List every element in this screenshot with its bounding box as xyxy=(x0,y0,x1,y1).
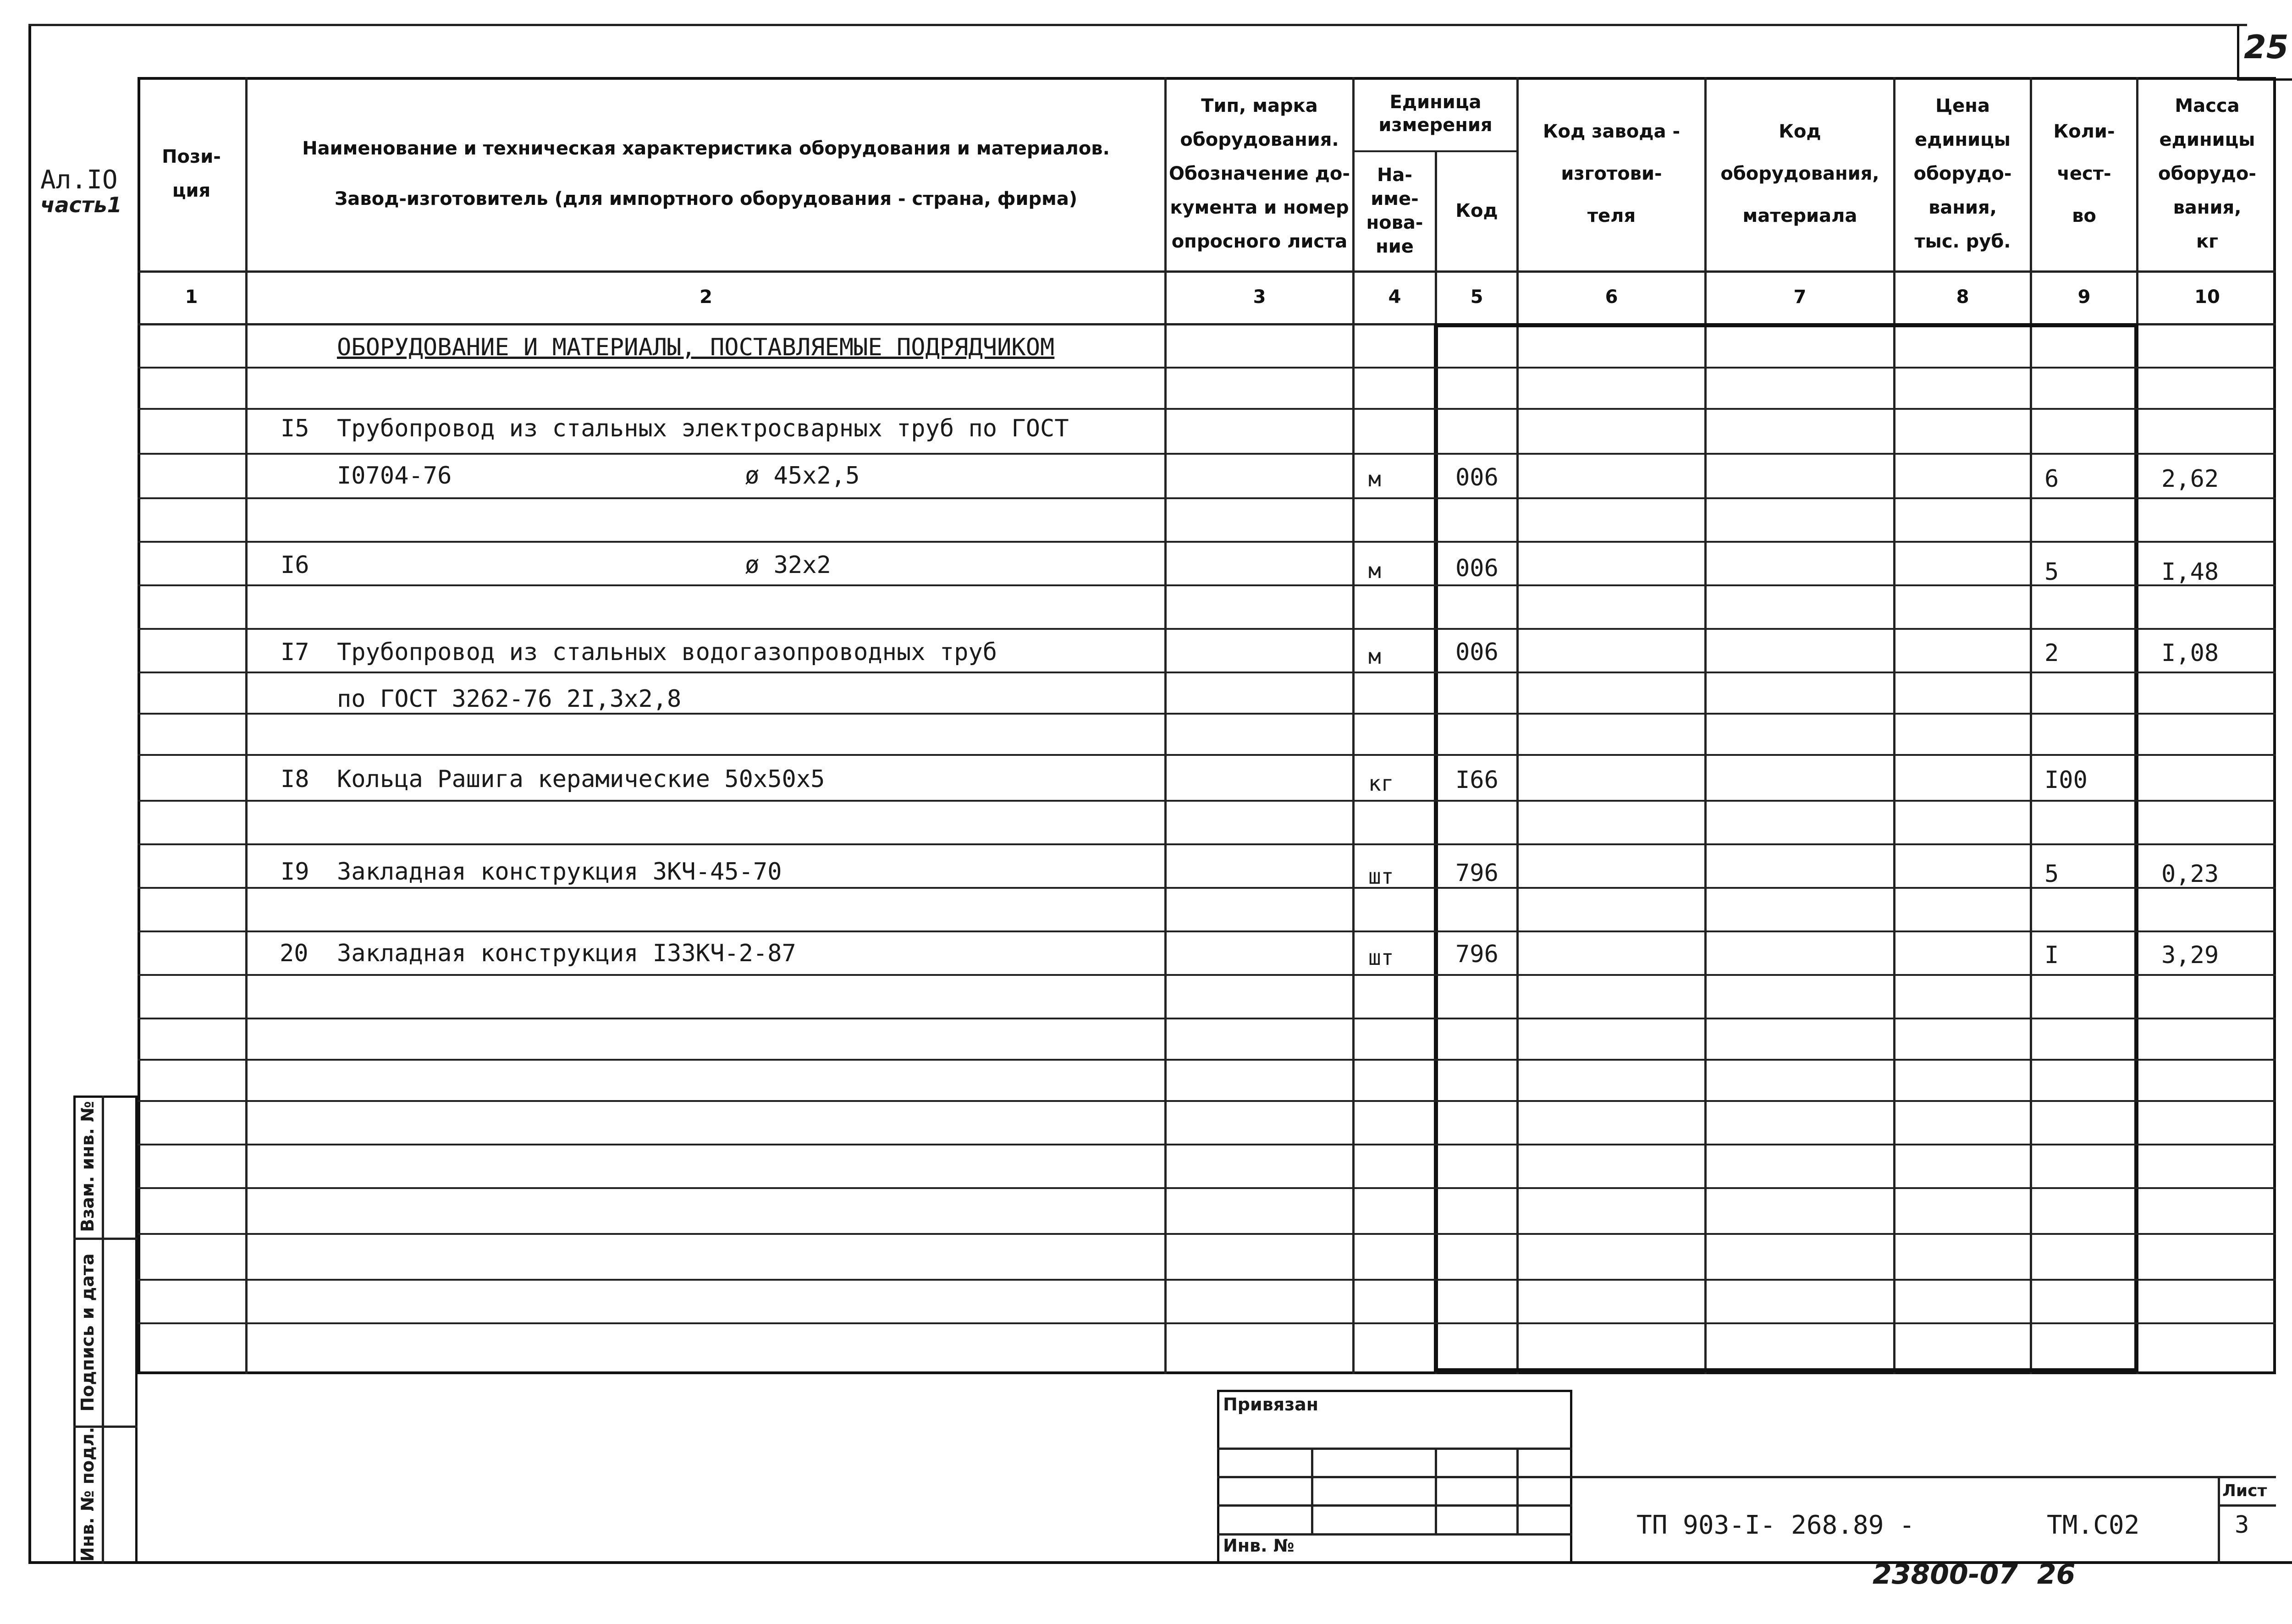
row-i5b-qty: 6 xyxy=(2044,465,2059,493)
header-c5-l1: Код xyxy=(1455,200,1498,221)
header-c10-l3: оборудо- xyxy=(2158,163,2256,184)
row-i6-code: 006 xyxy=(1455,555,1499,582)
row-i7b-name: по ГОСТ 3262-76 2I,3x2,8 xyxy=(337,685,682,713)
section-title: ОБОРУДОВАНИЕ И МАТЕРИАЛЫ, ПОСТАВЛЯЕМЫЕ ПОДРЯДЧИКОМ xyxy=(337,334,1055,361)
row-line xyxy=(138,1059,2276,1061)
tb-vline-1 xyxy=(1311,1448,1313,1533)
doc-code: ТП 903-I- 268.89 - xyxy=(1636,1510,1915,1540)
row-i6-qty: 5 xyxy=(2044,558,2059,586)
row-i9-name: Закладная конструкция ЗКЧ-45-70 xyxy=(337,858,782,886)
row-i8-name: Кольца Рашига керамические 50x50x5 xyxy=(337,765,825,793)
tb-list-line xyxy=(2218,1504,2276,1507)
row-i9-mass: 0,23 xyxy=(2161,860,2219,888)
header-c6-l2: изготови- xyxy=(1561,163,1662,184)
colnum-1: 1 xyxy=(185,286,198,308)
row-line xyxy=(138,408,2276,410)
header-c3-l4: кумента и номер xyxy=(1170,197,1349,218)
header-c45-l2: измерения xyxy=(1378,115,1493,136)
header-c3-l1: Тип, марка xyxy=(1201,95,1318,116)
thick-right xyxy=(2134,323,2138,1373)
tb-vline-2 xyxy=(1435,1448,1437,1533)
header-c4-l1: На- xyxy=(1377,165,1413,186)
row-i5-pos: I5 xyxy=(281,415,309,442)
row-20-qty: I xyxy=(2044,941,2059,969)
row-line xyxy=(138,1322,2276,1324)
row-line xyxy=(138,1144,2276,1145)
header-c2 xyxy=(248,77,1164,270)
header-c2-l2: Завод-изготовитель (для импортного оборудования - страна, фирма) xyxy=(334,188,1078,209)
header-c5 xyxy=(1437,151,1516,270)
row-20-pos: 20 xyxy=(280,940,309,967)
tb-list-divider xyxy=(2218,1476,2220,1564)
corner-sheet-number: 25 xyxy=(2244,28,2289,66)
col-line-5 xyxy=(1516,77,1519,1374)
row-i9-qty: 5 xyxy=(2044,860,2059,888)
colnum-9: 9 xyxy=(2077,286,2091,308)
row-line xyxy=(138,974,2276,976)
colnum-5: 5 xyxy=(1470,286,1483,308)
tb-main-top xyxy=(1572,1476,2276,1478)
row-line xyxy=(138,672,2276,673)
header-c7-l1: Код xyxy=(1779,121,1821,142)
colnum-3: 3 xyxy=(1253,286,1266,308)
inv-no-label: Инв. № xyxy=(1223,1536,1295,1556)
header-c3-l2: оборудования. xyxy=(1180,129,1339,150)
col-line-1 xyxy=(245,77,248,1374)
header-c10-l5: кг xyxy=(2196,231,2219,252)
row-i7-name: Трубопровод из стальных водогазопроводных труб xyxy=(337,639,997,666)
header-c6-l1: Код завода - xyxy=(1543,121,1680,142)
row-line xyxy=(138,1279,2276,1281)
side-vzam: Взам. инв. № xyxy=(77,1101,98,1232)
thick-top xyxy=(1435,323,2138,327)
row-i7-qty: 2 xyxy=(2044,639,2059,667)
header-c9 xyxy=(2032,77,2136,270)
row-i5b-mass: 2,62 xyxy=(2161,465,2219,493)
header-c4-l2: име- xyxy=(1371,188,1419,209)
side-podpis: Подпись и дата xyxy=(77,1253,98,1412)
tb-line-3 xyxy=(1217,1504,1572,1507)
header-c6 xyxy=(1519,77,1704,270)
tb-line-2 xyxy=(1217,1476,1572,1478)
album-label: Ал.IO xyxy=(40,165,118,195)
row-20-unit: шт xyxy=(1368,945,1394,970)
row-i7-unit: м xyxy=(1368,644,1381,669)
header-c7-l3: материала xyxy=(1742,205,1857,226)
header-c8-l3: оборудо- xyxy=(1913,163,2012,184)
header-c4-l3: нова- xyxy=(1366,212,1423,233)
row-i7-pos: I7 xyxy=(281,639,309,666)
header-c45-l1: Единица xyxy=(1389,92,1482,113)
row-line xyxy=(138,713,2276,715)
row-20-code: 796 xyxy=(1455,941,1499,968)
header-c8-l1: Цена xyxy=(1935,95,1990,116)
row-line xyxy=(138,628,2276,630)
row-line xyxy=(138,584,2276,586)
row-line xyxy=(138,1100,2276,1102)
frame-top xyxy=(28,24,2247,26)
tb-line-1 xyxy=(1217,1448,1572,1450)
header-c8-l4: вания, xyxy=(1928,197,1997,218)
row-line xyxy=(138,453,2276,455)
row-i8-code: I66 xyxy=(1455,766,1499,794)
header-c10 xyxy=(2138,77,2276,270)
row-i6-unit: м xyxy=(1368,558,1381,583)
header-c9-l3: во xyxy=(2072,205,2096,226)
row-line xyxy=(138,497,2276,499)
header-c9-l1: Коли- xyxy=(2053,121,2115,142)
row-i5b-code: 006 xyxy=(1455,464,1499,491)
row-i6-mass: I,48 xyxy=(2161,558,2219,586)
header-c4 xyxy=(1355,151,1435,270)
header-c1 xyxy=(138,77,245,270)
row-line xyxy=(138,887,2276,889)
row-i5b-dim: ø 45x2,5 xyxy=(745,462,860,490)
header-c8 xyxy=(1895,77,2030,270)
row-line xyxy=(138,367,2276,369)
col-line-7 xyxy=(1893,77,1895,1374)
header-c7-l2: оборудования, xyxy=(1720,163,1879,184)
list-label: Лист xyxy=(2222,1481,2267,1500)
header-c9-l2: чест- xyxy=(2057,163,2111,184)
row-line xyxy=(138,541,2276,543)
header-bottom-line xyxy=(138,270,2276,273)
row-i8-qty: I00 xyxy=(2044,766,2088,794)
row-line xyxy=(138,930,2276,932)
header-c8-l5: тыс. руб. xyxy=(1914,231,2011,252)
colnum-4: 4 xyxy=(1388,286,1401,308)
row-i5b-name: I0704-76 xyxy=(337,462,452,490)
row-i7-mass: I,08 xyxy=(2161,639,2219,667)
list-value: 3 xyxy=(2235,1511,2249,1539)
header-c2-l1: Наименование и техническая характеристика оборудования и материалов. xyxy=(302,138,1110,159)
doc-mark: ТМ.С02 xyxy=(2047,1510,2140,1540)
header-c3 xyxy=(1167,77,1352,270)
colnum-7: 7 xyxy=(1793,286,1807,308)
header-c45-title xyxy=(1355,77,1516,150)
row-i8-pos: I8 xyxy=(281,765,309,793)
col-line-2 xyxy=(1164,77,1167,1374)
tb-vline-3 xyxy=(1516,1448,1519,1533)
header-c10-l1: Масса xyxy=(2175,95,2240,116)
header-c10-l4: вания, xyxy=(2173,197,2242,218)
row-line xyxy=(138,1233,2276,1235)
row-i6-dim: ø 32x2 xyxy=(745,551,831,579)
row-line xyxy=(138,1187,2276,1189)
row-i9-unit: шт xyxy=(1368,864,1394,889)
row-i7-code: 006 xyxy=(1455,639,1499,666)
col-line-8 xyxy=(2030,77,2032,1374)
header-c3-l5: опросного листа xyxy=(1171,231,1348,252)
col-line-6 xyxy=(1704,77,1707,1374)
header-c6-l3: теля xyxy=(1587,205,1636,226)
colnum-2: 2 xyxy=(700,286,712,308)
colnum-10: 10 xyxy=(2194,286,2220,308)
header-c1-l2: ция xyxy=(172,180,211,201)
colnum-8: 8 xyxy=(1956,286,1969,308)
row-i9-code: 796 xyxy=(1455,859,1499,887)
side-stamp-line-1 xyxy=(73,1238,138,1240)
privyazan-label: Привязан xyxy=(1223,1394,1319,1415)
bottom-handwriting: 23800-07 26 xyxy=(1873,1558,2076,1591)
row-20-name: Закладная конструкция I33КЧ-2-87 xyxy=(337,940,796,967)
header-c3-l3: Обозначение до- xyxy=(1169,163,1350,184)
header-c8-l2: единицы xyxy=(1915,129,2011,150)
row-line xyxy=(138,754,2276,756)
row-line xyxy=(138,800,2276,802)
col-line-3 xyxy=(1352,77,1355,1374)
side-inv-podl: Инв. № подл. xyxy=(77,1426,98,1562)
row-20-mass: 3,29 xyxy=(2161,941,2219,969)
header-c7 xyxy=(1707,77,1893,270)
row-i5b-unit: м xyxy=(1368,467,1381,491)
header-c4-l4: ние xyxy=(1376,236,1414,257)
row-i9-pos: I9 xyxy=(281,858,309,886)
side-stamp-divider xyxy=(102,1096,104,1564)
thick-left xyxy=(1434,323,1438,1373)
colnum-6: 6 xyxy=(1605,286,1618,308)
thick-bottom xyxy=(1435,1368,2138,1372)
row-i8-unit: кг xyxy=(1368,771,1394,796)
row-i5-name: Трубопровод из стальных электросварных труб по ГОСТ xyxy=(337,415,1069,442)
header-c10-l2: единицы xyxy=(2159,129,2255,150)
row-line xyxy=(138,843,2276,845)
row-i6-pos: I6 xyxy=(281,551,309,579)
row-line xyxy=(138,1018,2276,1019)
part-label: часть1 xyxy=(40,193,122,217)
header-c1-l1: Пози- xyxy=(162,146,221,167)
